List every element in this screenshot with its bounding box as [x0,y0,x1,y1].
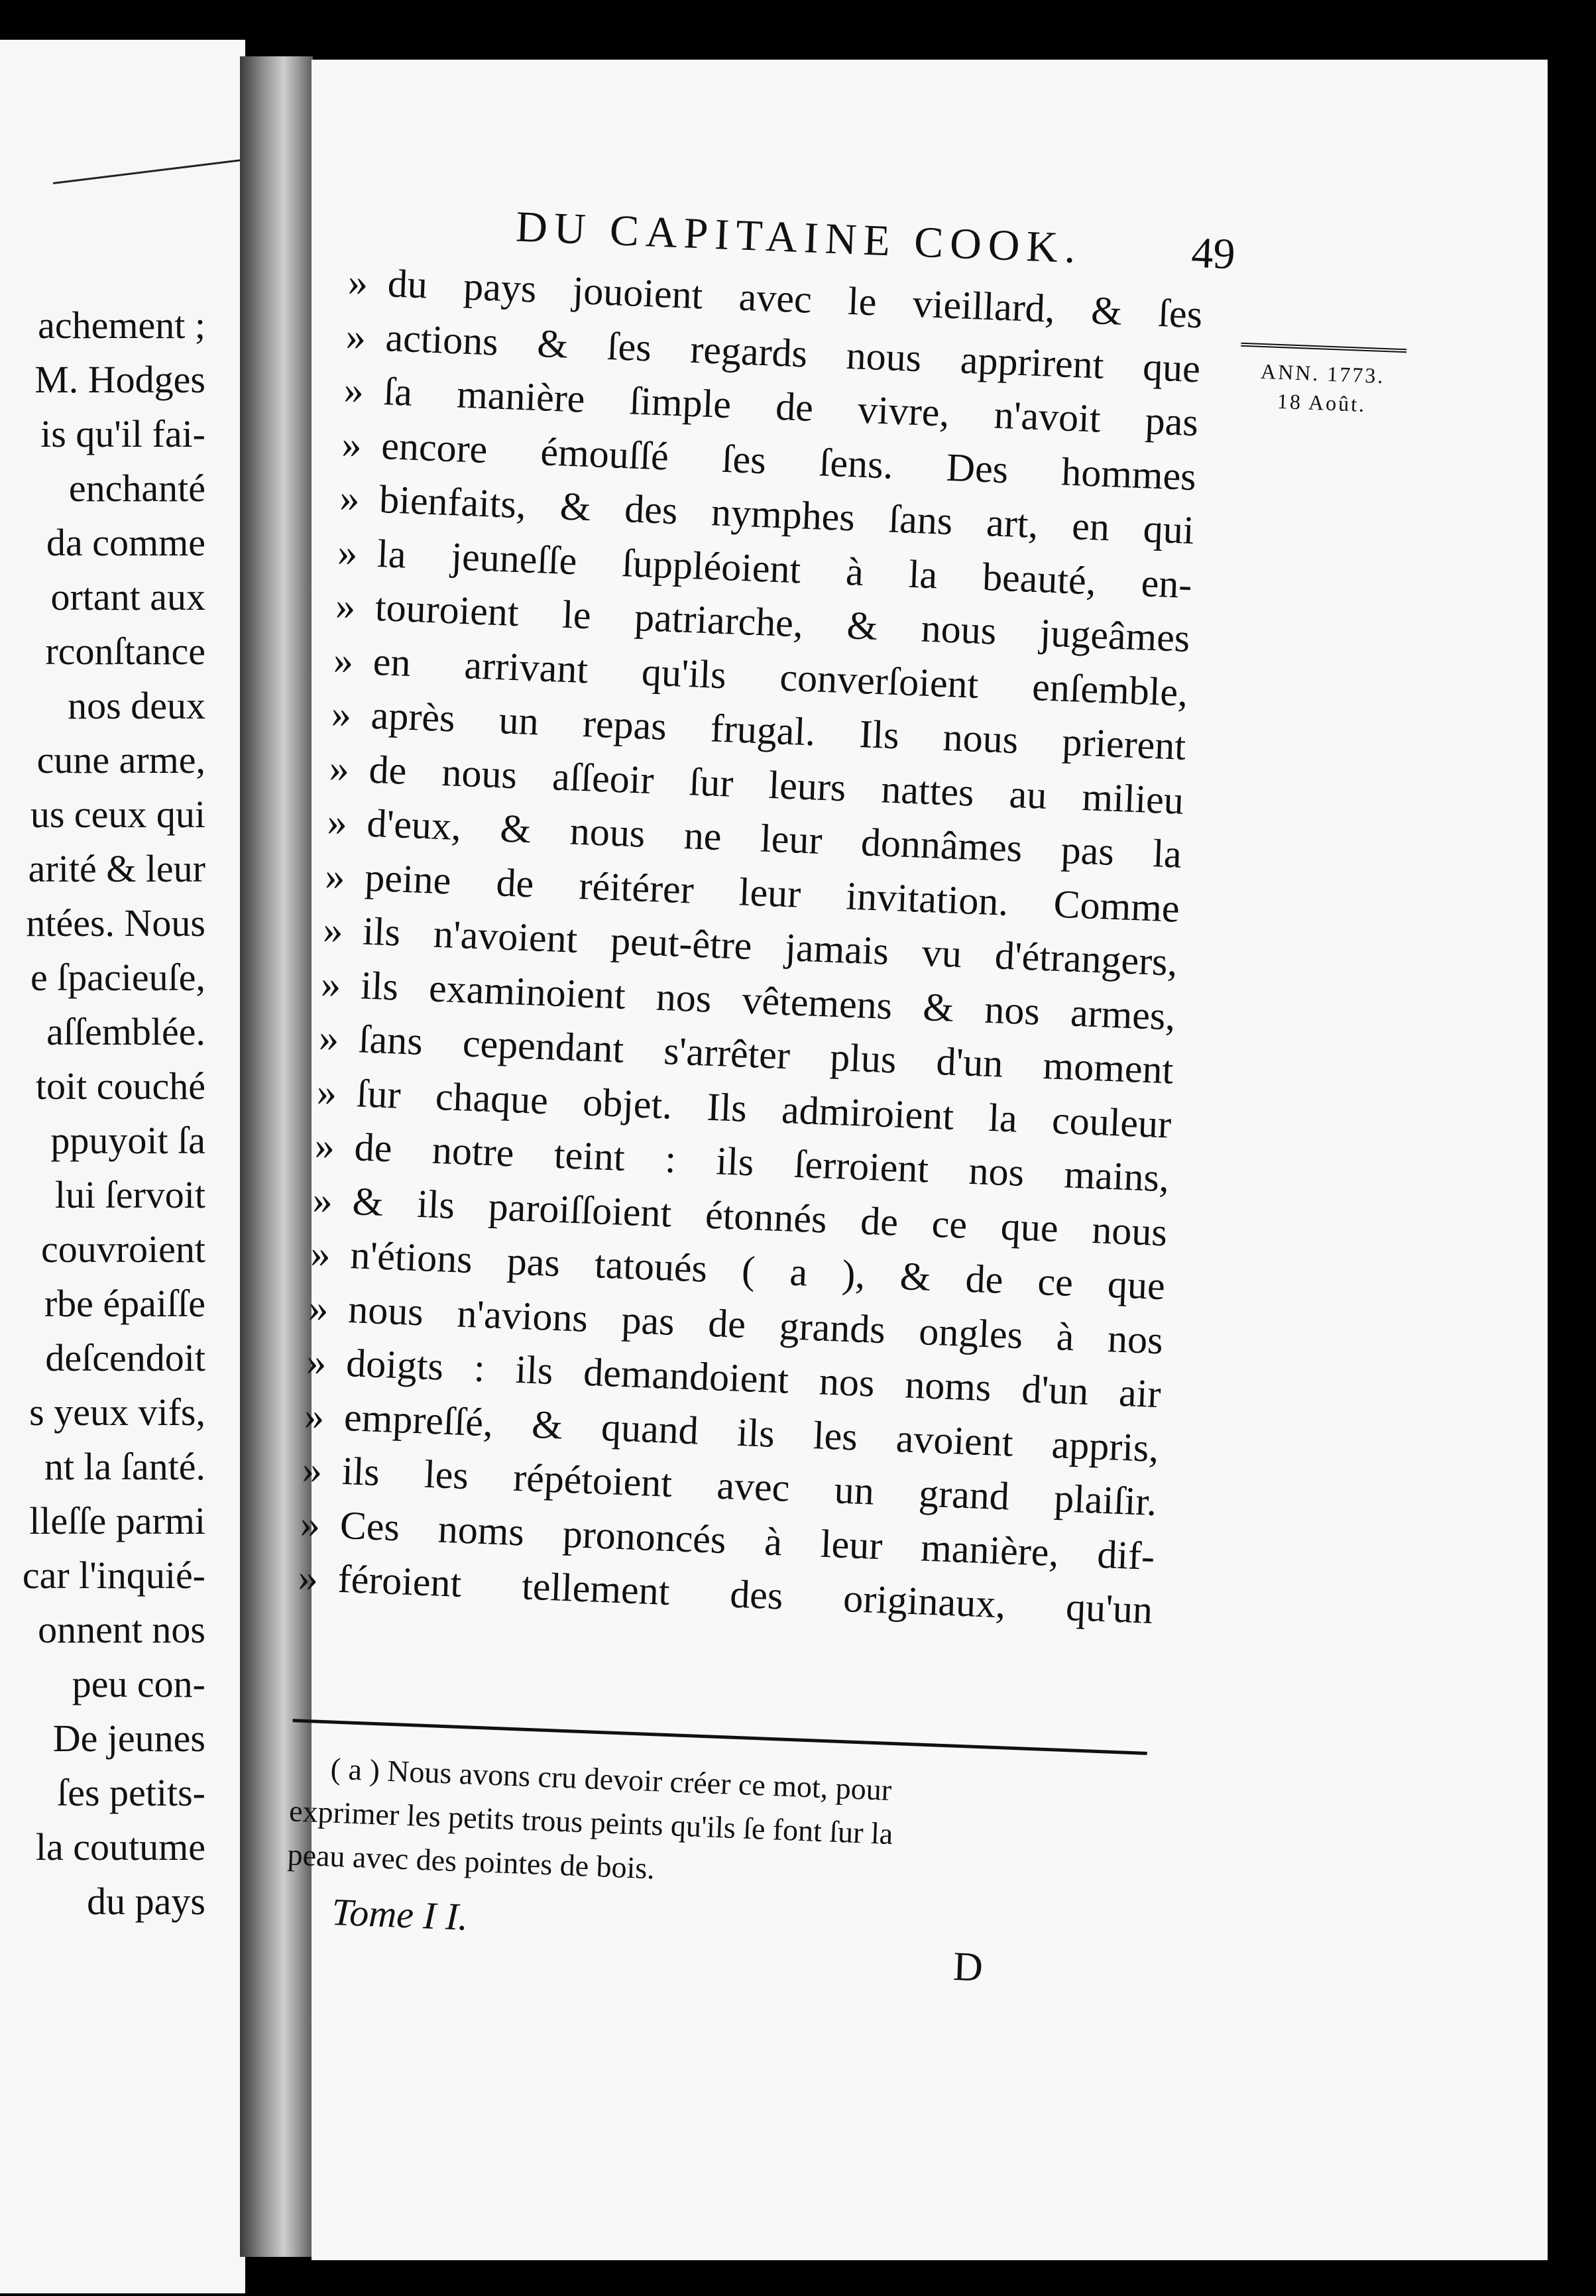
quote-mark: » [324,853,346,898]
left-line: De jeunes [52,1717,205,1760]
left-line: onnent nos [38,1608,205,1651]
left-line: enchanté [68,467,205,510]
quote-mark: » [343,367,365,412]
body-line: » Ces noms prononcés à leur manière, dif- [299,1497,1155,1583]
running-head: DU CAPITAINE COOK. [514,202,1084,273]
signature-letter: D [952,1943,984,1990]
body-line: » ſans cependant s'arrêter plus d'un moment [318,1011,1174,1098]
book-gutter [240,56,313,2257]
quote-mark: » [312,1177,334,1222]
body-line: » nous n'avions pas de grands ongles à nos [308,1281,1164,1367]
left-line: e ſpacieuſe, [30,956,205,999]
left-line: car l'inquié- [22,1554,205,1597]
margin-note-year: ANN. 1773. [1260,359,1386,388]
body-line: » d'eux, & nous ne leur donnâmes pas la [326,795,1182,882]
quote-mark: » [326,799,348,844]
quote-mark: » [299,1501,321,1546]
quote-mark: » [330,691,353,736]
body-line: » n'étions pas tatoués ( a ), & de ce que [310,1227,1166,1314]
quote-mark: » [297,1555,319,1600]
body-line: » après un repas frugal. Ils nous prierent [330,687,1186,774]
body-line: » empreſſé, & quand ils les avoient appris, [304,1389,1160,1475]
left-line: rbe épaiſſe [44,1282,205,1325]
body-text [297,255,1203,1638]
left-line: lleſſe parmi [29,1499,205,1542]
left-line: cune arme, [36,738,205,781]
left-line: M. Hodges [34,358,205,401]
footnote-rule [293,1719,1147,1755]
quote-mark: » [341,422,363,467]
left-line: aſſemblée. [46,1010,205,1053]
right-page [286,60,1548,2260]
page-number: 49 [1190,228,1236,279]
body-line: » en arrivant qu'ils converſoient enſemble, [333,633,1189,720]
quote-mark: » [315,1069,338,1114]
left-line: is qu'il fai- [40,412,205,455]
left-line: us ceux qui [30,793,205,836]
footnote-line: peau avec des pointes de bois. [286,1837,656,1886]
left-line: couvroient [40,1228,205,1271]
left-line: rconſtance [45,630,205,673]
left-line: s yeux vifs, [29,1391,205,1434]
left-line: arité & leur [28,847,205,890]
body-line: » & ils paroiſſoient étonnés de ce que nous [312,1173,1168,1259]
body-line: » peine de réitérer leur invitation. Comme [324,849,1180,936]
left-facing-page [0,40,245,2293]
body-line: » ſur chaque objet. Ils admiroient la couleur [315,1065,1172,1152]
body-line: » du pays jouoient avec le vieillard, & ſes [347,255,1203,342]
left-line: nt la ſanté. [44,1445,205,1488]
body-line: » la jeuneſſe ſuppléoient à la beauté, en- [337,525,1193,612]
quote-mark: » [332,638,355,683]
body-line: » actions & ſes regards nous apprirent que [345,309,1201,396]
quote-mark: » [304,1393,325,1438]
body-line: » encore émouſſé ſes ſens. Des hommes [341,417,1197,504]
footnote-line: ( a ) Nous avons cru devoir créer ce mot, pour [329,1751,893,1808]
left-line: peu con- [72,1662,205,1705]
body-line: » ils n'avoient peut-être jamais vu d'étrangers, [322,903,1178,990]
left-line: ſes petits- [57,1771,205,1814]
left-line: lui ſervoit [54,1173,205,1216]
left-line: deſcendoit [45,1336,205,1379]
left-line: da comme [46,521,205,564]
left-line: achement ; [38,304,205,347]
quote-mark: » [301,1447,323,1492]
left-line: nos deux [68,684,205,727]
body-line: » touroient le patriarche, & nous jugeâmes [335,579,1191,666]
body-line: » bienfaits, & des nymphes ſans art, en qui [339,471,1195,558]
body-line: » ils les répétoient avec un grand plaiſir. [302,1443,1158,1530]
quote-mark: » [314,1123,336,1169]
footnote [287,1745,1147,1909]
margin-note [1238,343,1406,421]
left-page-text [23,298,205,1929]
body-line: » féroient tellement des originaux, qu'un [297,1550,1153,1637]
body-line: » de notre teint : ils ſerroient nos mains, [314,1119,1170,1206]
left-line: la coutume [35,1825,205,1868]
left-line: ntées. Nous [26,901,205,945]
body-line: » de nous aſſeoir ſur leurs nattes au milieu [328,741,1184,828]
left-page-rule [53,159,244,184]
margin-note-date: 18 Août. [1277,388,1367,416]
quote-mark: » [328,745,351,790]
left-line: toit couché [35,1064,205,1108]
quote-mark: » [347,259,369,305]
quote-mark: » [310,1231,331,1276]
quote-mark: » [320,961,342,1006]
quote-mark: » [345,314,367,359]
body-line: » ils examinoient nos vêtemens & nos armes, [320,957,1176,1044]
footnote-line: exprimer les petits trous peints qu'ils ſe font ſur la [288,1794,894,1851]
left-line: ppuyoit ſa [50,1119,205,1162]
body-line: » ſa manière ſimple de vivre, n'avoit pas [343,363,1199,450]
quote-mark: » [334,583,357,628]
quote-mark: » [308,1285,329,1330]
page-content [286,196,1517,1990]
left-line: du pays [87,1880,205,1923]
body-line: » doigts : ils demandoient nos noms d'un air [306,1335,1162,1422]
quote-mark: » [306,1339,327,1384]
left-line: ortant aux [50,575,205,618]
quote-mark: » [339,475,361,520]
volume-signature: Tome I I. [331,1890,469,1939]
quote-mark: » [337,530,359,575]
quote-mark: » [317,1015,340,1061]
quote-mark: » [322,907,344,952]
